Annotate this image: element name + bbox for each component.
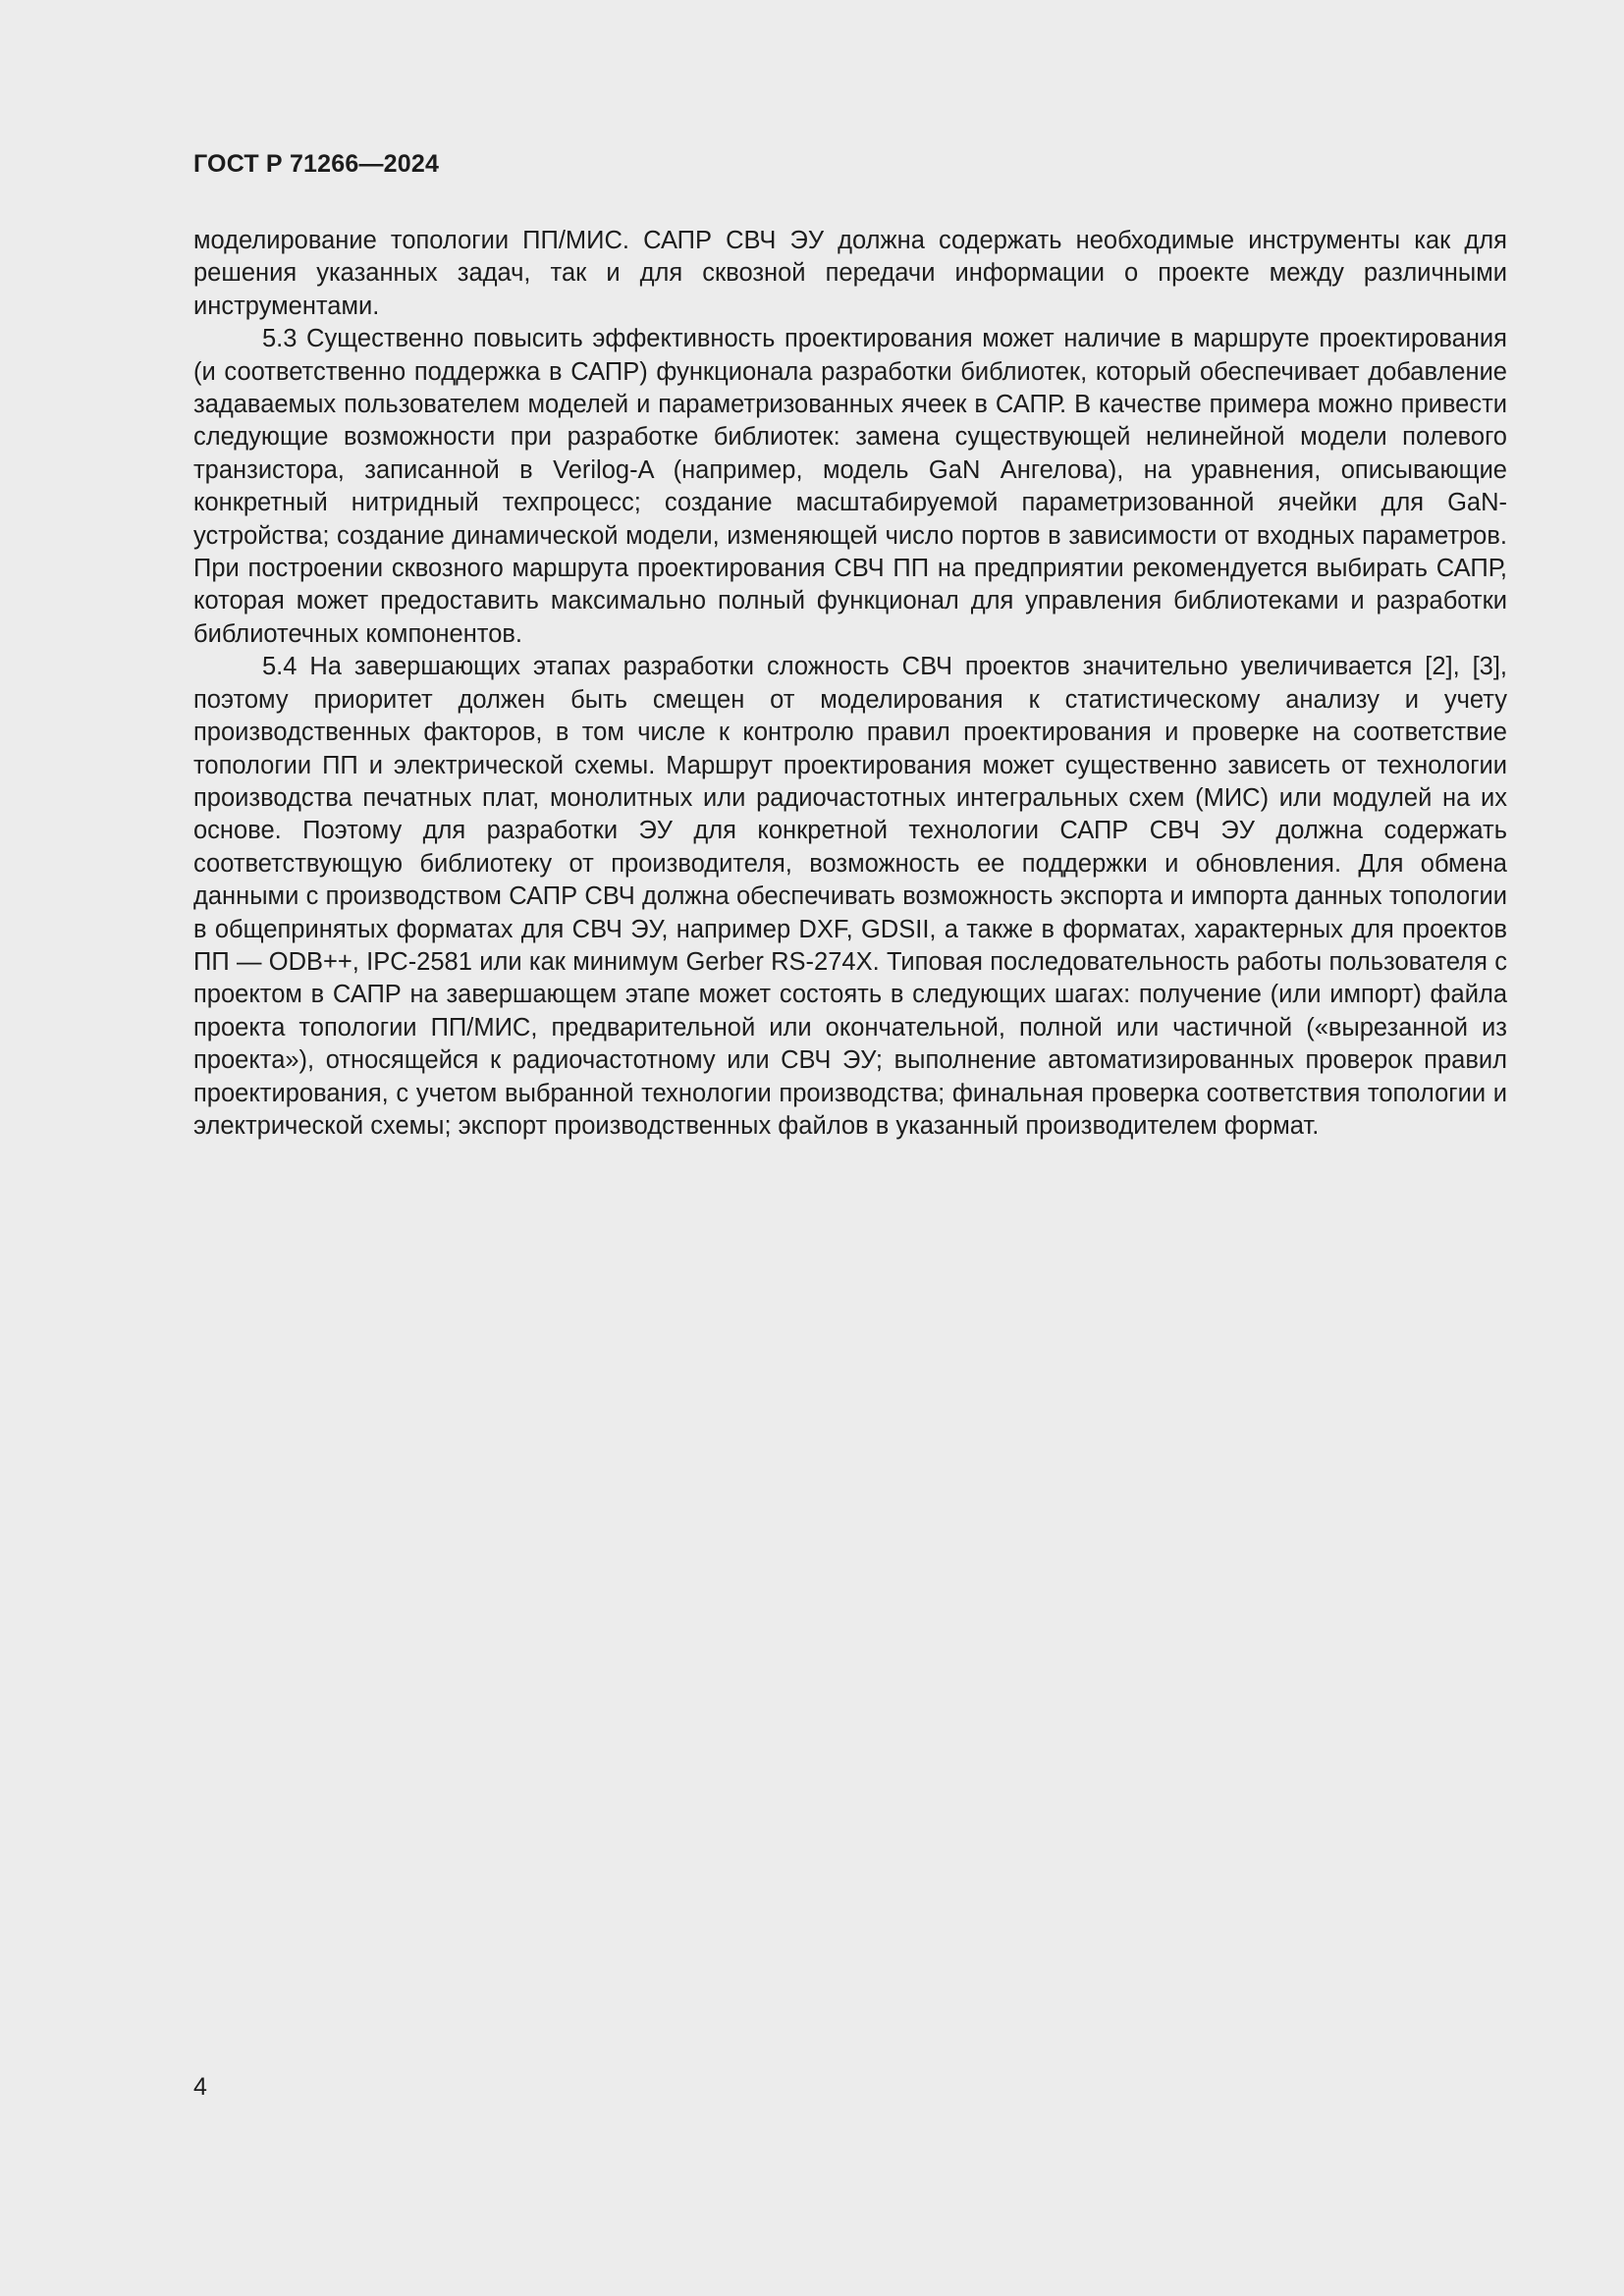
standard-code-header: ГОСТ Р 71266—2024 — [193, 150, 440, 178]
paragraph-5-3: 5.3 Существенно повысить эффективность проектирования может наличие в маршруте проектирования (и соответственно поддержка в САПР) функционала разработки библиотек, который обеспечивает добавление задаваемых пользователем моделей и параметризованных ячеек в САПР. В качестве примера можно привести следующие возможности при разработке библиотек: замена существующей нелинейной модели полевого транзистора, записанной в Verilog-A (например, модель GaN Ангелова), на уравнения, описывающие конкретный нитридный техпроцесс; создание масштабируемой параметризованной ячейки для GaN-устройства; создание динамической модели, изменяющей число портов в зависимости от входных параметров. При построении сквозного маршрута проектирования СВЧ ПП на предприятии рекомендуется выбирать САПР, которая может предоставить максимально полный функционал для управления библиотеками и разработки библиотечных компонентов. — [193, 325, 1507, 648]
page-number: 4 — [193, 2073, 207, 2101]
paragraph-continuation: моделирование топологии ПП/МИС. САПР СВЧ ЭУ должна содержать необходимые инструменты как для решения указанных задач, так и для сквозной передачи информации о проекте между различными инструментами. — [193, 227, 1507, 320]
paragraph-5-4: 5.4 На завершающих этапах разработки сложность СВЧ проектов значительно увеличивается [2], [3], поэтому приоритет должен быть смещен от моделирования к статистическому анализу и учету производственных факторов, в том числе к контролю правил проектирования и проверке на соответствие топологии ПП и электрической схемы. Маршрут проектирования может существенно зависеть от технологии производства печатных плат, монолитных или радиочастотных интегральных схем (МИС) или модулей на их основе. Поэтому для разработки ЭУ для конкретной технологии САПР СВЧ ЭУ должна содержать соответствующую библиотеку от производителя, возможность ее поддержки и обновления. Для обмена данными с производством САПР СВЧ должна обеспечивать возможность экспорта и импорта данных топологии в общепринятых форматах для СВЧ ЭУ, например DXF, GDSII, а также в форматах, характерных для проектов ПП — ODB++, IPC-2581 или как минимум Gerber RS-274X. Типовая последовательность работы пользователя с проектом в САПР на завершающем этапе может состоять в следующих шагах: получение (или импорт) файла проекта топологии ПП/МИС, предварительной или окончательной, полной или частичной («вырезанной из проекта»), относящейся к радиочастотному или СВЧ ЭУ; выполнение автоматизированных проверок правил проектирования, с учетом выбранной технологии производства; финальная проверка соответствия топологии и электрической схемы; экспорт производственных файлов в указанный производителем формат. — [193, 653, 1507, 1140]
document-body — [193, 225, 1507, 1143]
